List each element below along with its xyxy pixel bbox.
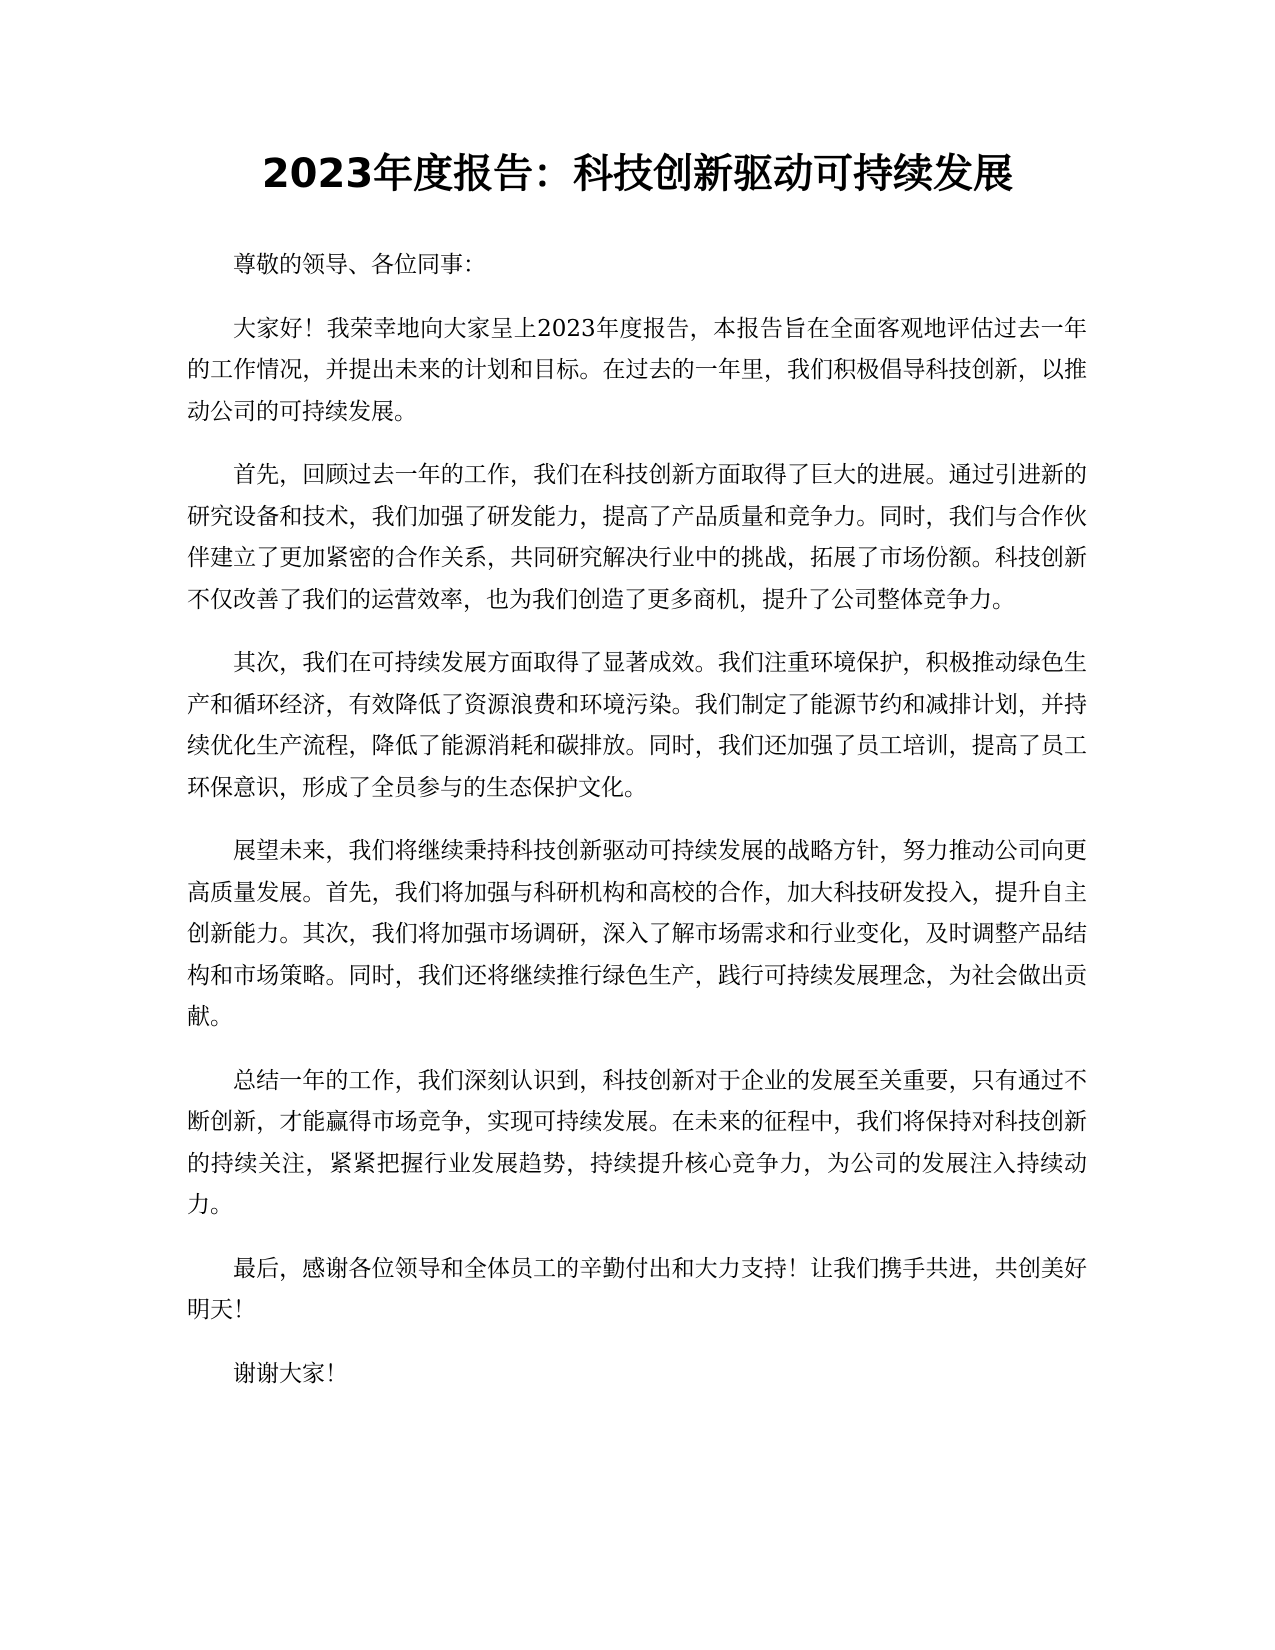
closing-line: 谢谢大家！ xyxy=(233,1360,348,1387)
paragraph-thanks: 最后，感谢各位领导和全体员工的辛勤付出和大力支持！让我们携手共进，共创美好明天！ xyxy=(187,1255,1087,1323)
paragraph-outlook: 展望未来，我们将继续秉持科技创新驱动可持续发展的战略方针，努力推动公司向更高质量发展。首先，我们将加强与科研机构和高校的合作，加大科技研发投入，提升自主创新能力。其次，我们将加强市场调研，深入了解市场需求和行业变化，及时调整产品结构和市场策略。同时，我们还将继续推行绿色生产，践行可持续发展理念，为社会做出贡献。 xyxy=(187,838,1087,1030)
document-title: 2023年度报告：科技创新驱动可持续发展 xyxy=(261,151,1014,197)
paragraph-summary: 总结一年的工作，我们深刻认识到，科技创新对于企业的发展至关重要，只有通过不断创新，才能赢得市场竞争，实现可持续发展。在未来的征程中，我们将保持对科技创新的持续关注，紧紧把握行业发展趋势，持续提升核心竞争力，为公司的发展注入持续动力。 xyxy=(187,1067,1087,1218)
paragraph-review: 首先，回顾过去一年的工作，我们在科技创新方面取得了巨大的进展。通过引进新的研究设备和技术，我们加强了研发能力，提高了产品质量和竞争力。同时，我们与合作伙伴建立了更加紧密的合作关系，共同研究解决行业中的挑战，拓展了市场份额。科技创新不仅改善了我们的运营效率，也为我们创造了更多商机，提升了公司整体竞争力。 xyxy=(187,462,1087,613)
paragraph-greeting: 大家好！我荣幸地向大家呈上2023年度报告，本报告旨在全面客观地评估过去一年的工作情况，并提出未来的计划和目标。在过去的一年里，我们积极倡导科技创新，以推动公司的可持续发展。 xyxy=(187,315,1087,425)
salutation: 尊敬的领导、各位同事： xyxy=(233,252,486,278)
paragraph-sustainability: 其次，我们在可持续发展方面取得了显著成效。我们注重环境保护，积极推动绿色生产和循环经济，有效降低了资源浪费和环境污染。我们制定了能源节约和减排计划，并持续优化生产流程，降低了能源消耗和碳排放。同时，我们还加强了员工培训，提高了员工环保意识，形成了全员参与的生态保护文化。 xyxy=(187,650,1087,801)
document-body xyxy=(187,245,1087,1417)
